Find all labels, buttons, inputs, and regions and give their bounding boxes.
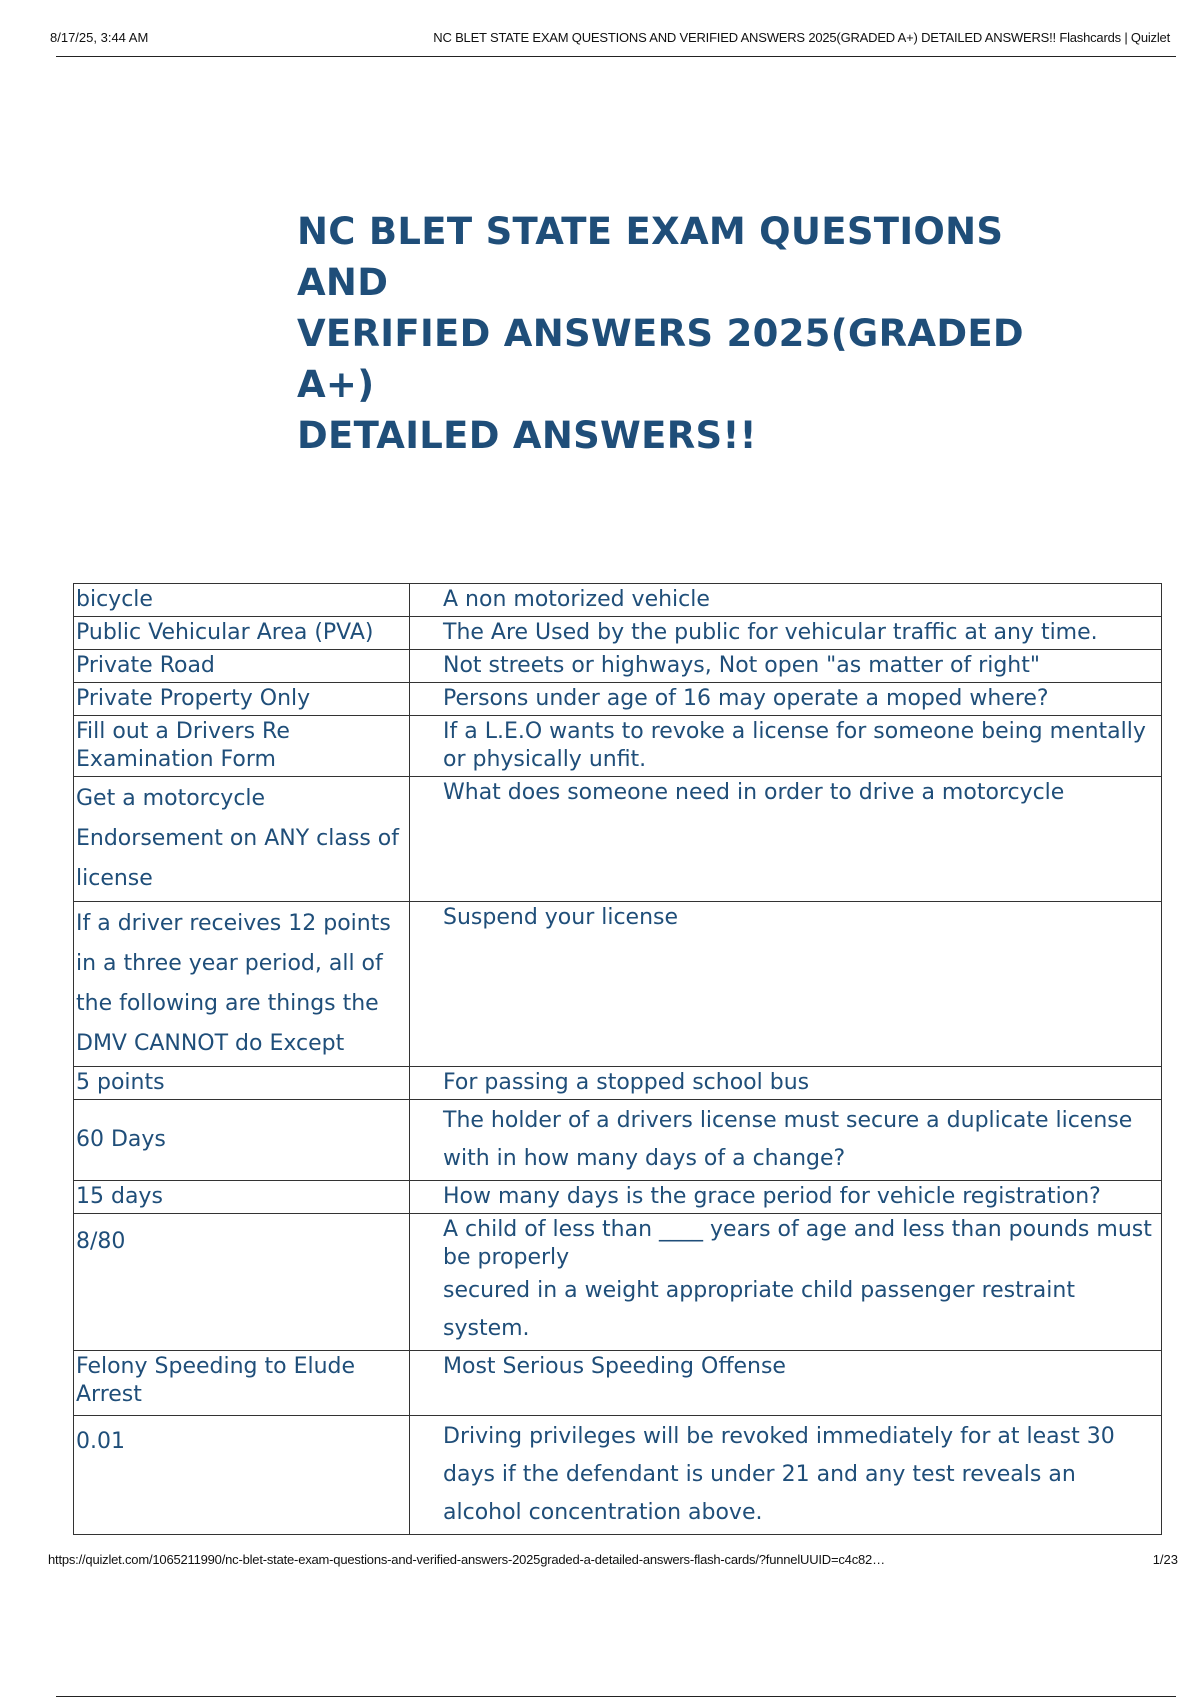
flashcard-table: [73, 583, 1162, 1535]
print-datetime: 8/17/25, 3:44 AM: [50, 30, 149, 45]
flashcard-term: 8/80: [74, 1214, 410, 1351]
flashcard-term: Public Vehicular Area (PVA): [74, 617, 410, 650]
flashcard-definition: Driving privileges will be revoked immediately for at least 30 days if the defendant is under 21 and any test reveals an alcohol concentration above.: [410, 1416, 1162, 1535]
flashcard-term: Get a motorcycle Endorsement on ANY class of license: [74, 777, 410, 902]
flashcard-definition: The holder of a drivers license must secure a duplicate license with in how many days of a change?: [410, 1100, 1162, 1181]
flashcard-definition: A non motorized vehicle: [410, 584, 1162, 617]
flashcard-definition: What does someone need in order to drive a motorcycle: [410, 777, 1162, 902]
flashcard-term: Private Road: [74, 650, 410, 683]
flashcard-definition: For passing a stopped school bus: [410, 1067, 1162, 1100]
flashcard-term: If a driver receives 12 points in a three year period, all of the following are things the DMV CANNOT do Except: [74, 902, 410, 1067]
flashcard-definition: How many days is the grace period for vehicle registration?: [410, 1181, 1162, 1214]
flashcard-row: [74, 1100, 1162, 1181]
document-title-line: VERIFIED ANSWERS 2025(GRADED A+): [297, 312, 1024, 406]
flashcard-term: 60 Days: [74, 1100, 410, 1181]
print-header: [50, 30, 1170, 50]
flashcard-term: 15 days: [74, 1181, 410, 1214]
flashcard-term: Felony Speeding to Elude Arrest: [74, 1351, 410, 1416]
flashcard-definition: Not streets or highways, Not open "as matter of right": [410, 650, 1162, 683]
flashcard-definition-line: A child of less than ____ years of age and less than pounds must be properly: [443, 1217, 1152, 1270]
header-divider: [56, 56, 1176, 57]
flashcard-term: Private Property Only: [74, 683, 410, 716]
flashcard-row: [74, 1181, 1162, 1214]
print-url: https://quizlet.com/1065211990/nc-blet-state-exam-questions-and-verified-answers-2025graded-a-detailed-answers-flash-cards/?funnelUUID=c4c82…: [48, 1552, 885, 1567]
flashcard-term: Fill out a Drivers Re Examination Form: [74, 716, 410, 777]
flashcard-definition: The Are Used by the public for vehicular traffic at any time.: [410, 617, 1162, 650]
flashcard-definition: Most Serious Speeding Offense: [410, 1351, 1162, 1416]
flashcard-row: [74, 1067, 1162, 1100]
document-title-line: NC BLET STATE EXAM QUESTIONS AND: [297, 210, 1004, 304]
flashcard-row: [74, 1214, 1162, 1351]
document-title-line: DETAILED ANSWERS!!: [297, 414, 757, 457]
flashcard-row: [74, 777, 1162, 902]
flashcard-term: 0.01: [74, 1416, 410, 1535]
flashcard-row: [74, 683, 1162, 716]
bottom-divider: [56, 1696, 1176, 1697]
flashcard-row: [74, 716, 1162, 777]
flashcard-term: bicycle: [74, 584, 410, 617]
flashcard-row: [74, 617, 1162, 650]
print-page-title: NC BLET STATE EXAM QUESTIONS AND VERIFIED ANSWERS 2025(GRADED A+) DETAILED ANSWERS!! Flashcards | Quizlet: [433, 30, 1170, 45]
document-title: [297, 206, 1097, 461]
flashcard-row: [74, 650, 1162, 683]
print-footer: [48, 1552, 1178, 1570]
flashcard-definition: [410, 1214, 1162, 1351]
flashcard-definition: Persons under age of 16 may operate a moped where?: [410, 683, 1162, 716]
flashcard-row: [74, 584, 1162, 617]
flashcard-definition-line: secured in a weight appropriate child passenger restraint system.: [443, 1278, 1075, 1341]
flashcard-definition: If a L.E.O wants to revoke a license for someone being mentally or physically unfit.: [410, 716, 1162, 777]
page-indicator: 1/23: [1152, 1552, 1178, 1567]
flashcard-definition: Suspend your license: [410, 902, 1162, 1067]
flashcard-row: [74, 1416, 1162, 1535]
flashcard-row: [74, 902, 1162, 1067]
flashcard-term: 5 points: [74, 1067, 410, 1100]
flashcard-row: [74, 1351, 1162, 1416]
